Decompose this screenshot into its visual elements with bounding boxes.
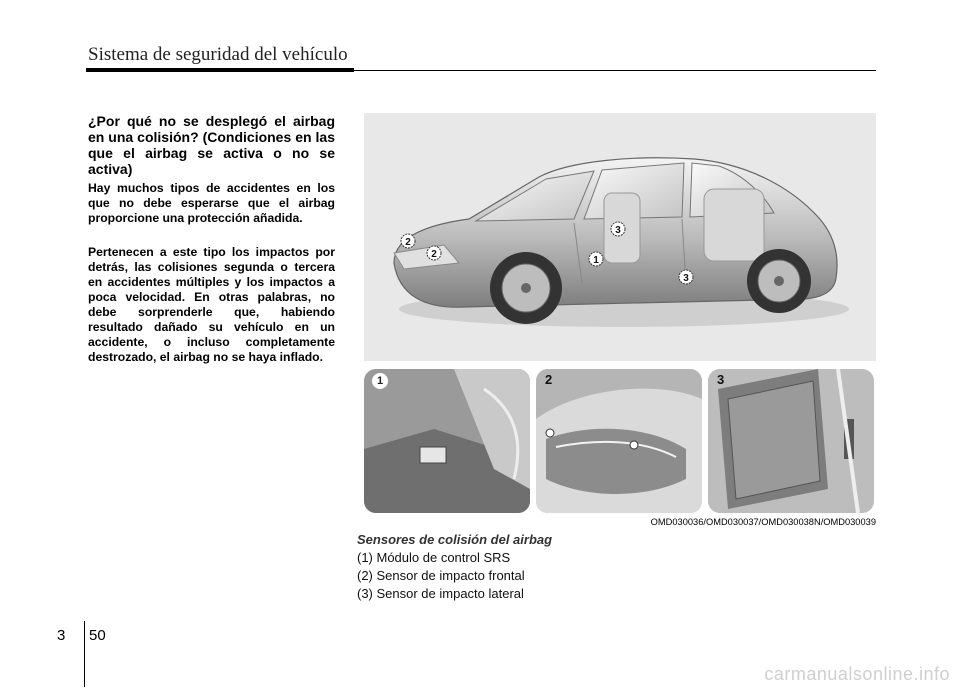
car-sensor-illustration: [364, 113, 876, 361]
panel-number-2: 2: [545, 372, 553, 387]
caption-item-3: (3) Sensor de impacto lateral: [357, 586, 524, 601]
page-number: 50: [89, 627, 106, 644]
footer-divider: [84, 621, 85, 687]
paragraph-2: Pertenecen a este tipo los impactos por detrás, las colisiones segunda o tercera en accidentes múltiples y los impactos a poca velocidad. En otras palabras, no debe sorprenderle que, habiendo resultado dañado su vehículo en un accidente, o incluso completamente destrozado, el airbag no se haya inflado.: [88, 245, 335, 364]
header-rule: [354, 70, 876, 71]
paragraph-1: Hay muchos tipos de accidentes en los que no debe esperarse que el airbag proporcione una protección añadida.: [88, 181, 335, 225]
caption-item-2: (2) Sensor de impacto frontal: [357, 568, 525, 583]
detail-panel-srs-module: [364, 369, 530, 513]
detail-panel-front-sensor: [536, 369, 702, 513]
caption-item-1: (1) Módulo de control SRS: [357, 550, 511, 565]
callout-2a: 2: [405, 237, 411, 248]
caption-title: Sensores de colisión del airbag: [357, 532, 553, 547]
callout-2b: 2: [431, 249, 437, 260]
section-question-heading: ¿Por qué no se desplegó el airbag en una colisión? (Condiciones en las que el airbag se activa o no se activa): [88, 113, 335, 177]
figure-code: OMD030036/OMD030037/OMD030038N/OMD030039: [650, 517, 876, 527]
callout-1: 1: [593, 255, 599, 266]
panel-number-3: 3: [717, 372, 725, 387]
header-bar: [86, 68, 354, 72]
detail-panel-side-sensor: [708, 369, 874, 513]
panel-number-1: 1: [372, 373, 388, 389]
callout-3a: 3: [615, 225, 621, 236]
watermark: carmanualsonline.info: [764, 664, 950, 684]
callout-3b: 3: [683, 273, 689, 284]
header-title: Sistema de seguridad del vehículo: [88, 44, 348, 65]
page-section-number: 3: [57, 627, 66, 644]
